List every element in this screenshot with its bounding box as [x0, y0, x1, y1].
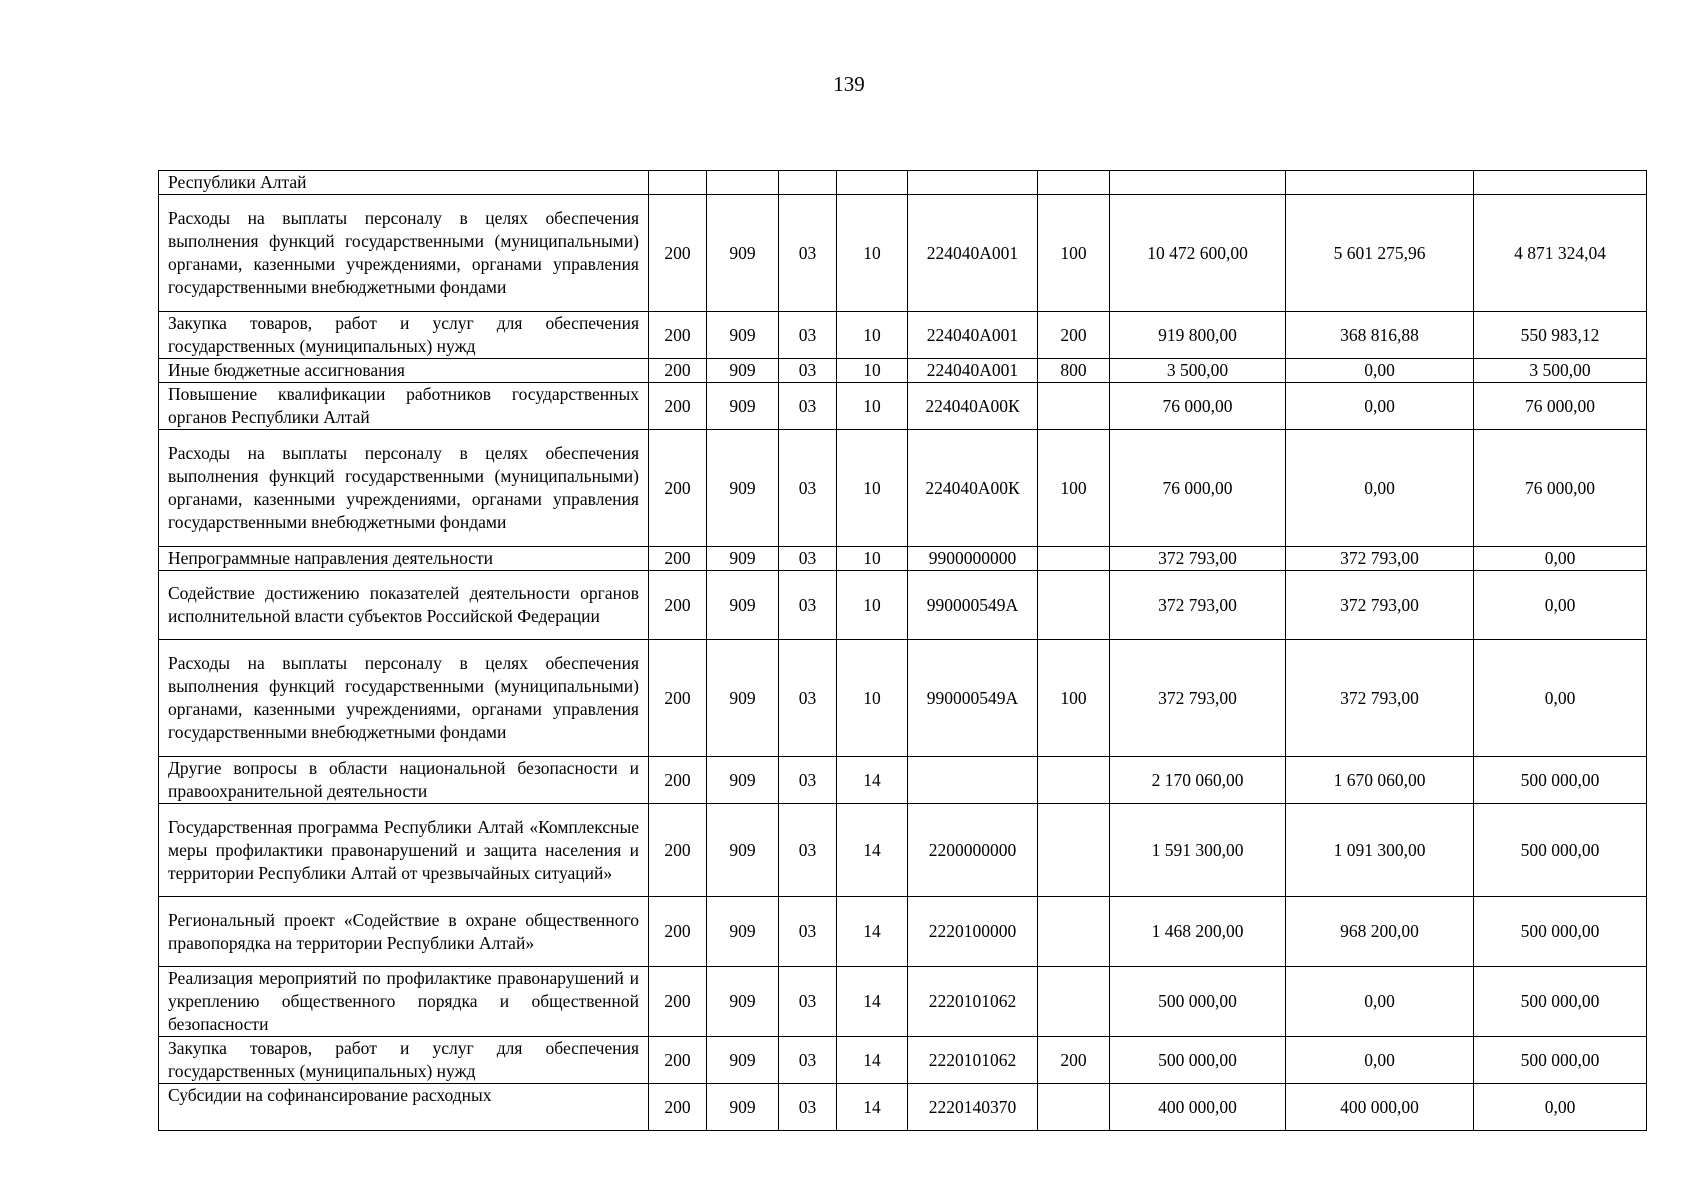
expense-type: 100	[1038, 195, 1110, 312]
code-d: 10	[837, 195, 908, 312]
code-a: 200	[649, 195, 707, 312]
amount-total: 76 000,00	[1110, 383, 1286, 430]
code-c: 03	[779, 640, 837, 757]
code-c: 03	[779, 757, 837, 804]
code-a: 200	[649, 312, 707, 359]
target-code: 2220140370	[908, 1084, 1038, 1131]
code-a: 200	[649, 804, 707, 897]
table-row	[159, 359, 1647, 383]
code-b: 909	[707, 967, 779, 1037]
expense-type	[1038, 897, 1110, 967]
code-d: 14	[837, 1084, 908, 1131]
code-d: 14	[837, 757, 908, 804]
amount-col3: 0,00	[1474, 1084, 1647, 1131]
code-c: 03	[779, 547, 837, 571]
amount-total: 372 793,00	[1110, 571, 1286, 640]
code-b: 909	[707, 547, 779, 571]
amount-total: 76 000,00	[1110, 430, 1286, 547]
row-name: Закупка товаров, работ и услуг для обеспечения государственных (муниципальных) нужд	[159, 312, 649, 359]
code-b: 909	[707, 804, 779, 897]
target-code: 224040А00К	[908, 383, 1038, 430]
amount-col3	[1474, 171, 1647, 195]
amount-total: 919 800,00	[1110, 312, 1286, 359]
row-name: Республики Алтай	[159, 171, 649, 195]
code-a: 200	[649, 640, 707, 757]
code-d: 10	[837, 640, 908, 757]
target-code: 224040А001	[908, 312, 1038, 359]
amount-col2: 968 200,00	[1286, 897, 1474, 967]
code-c: 03	[779, 1037, 837, 1084]
code-b: 909	[707, 195, 779, 312]
code-a: 200	[649, 1084, 707, 1131]
code-a: 200	[649, 1037, 707, 1084]
code-b: 909	[707, 897, 779, 967]
code-d: 14	[837, 804, 908, 897]
expense-type	[1038, 967, 1110, 1037]
code-d: 10	[837, 359, 908, 383]
code-d: 14	[837, 1037, 908, 1084]
amount-total: 10 472 600,00	[1110, 195, 1286, 312]
amount-total: 372 793,00	[1110, 640, 1286, 757]
table-row	[159, 897, 1647, 967]
page-number: 139	[833, 72, 865, 96]
amount-col2: 372 793,00	[1286, 640, 1474, 757]
amount-col2: 1 091 300,00	[1286, 804, 1474, 897]
code-b: 909	[707, 571, 779, 640]
row-name: Расходы на выплаты персоналу в целях обеспечения выполнения функций государственными (муниципальными) органами, казенными учреждениями, органами управления государственными внебюджетными фондами	[159, 430, 649, 547]
amount-col3: 4 871 324,04	[1474, 195, 1647, 312]
table-row	[159, 430, 1647, 547]
amount-col3: 500 000,00	[1474, 757, 1647, 804]
target-code: 224040А00К	[908, 430, 1038, 547]
target-code	[908, 171, 1038, 195]
target-code: 224040А001	[908, 195, 1038, 312]
row-name: Закупка товаров, работ и услуг для обеспечения государственных (муниципальных) нужд	[159, 1037, 649, 1084]
expense-type: 200	[1038, 1037, 1110, 1084]
amount-total: 3 500,00	[1110, 359, 1286, 383]
amount-col3: 500 000,00	[1474, 1037, 1647, 1084]
amount-col2: 0,00	[1286, 430, 1474, 547]
target-code: 990000549А	[908, 571, 1038, 640]
row-name: Расходы на выплаты персоналу в целях обеспечения выполнения функций государственными (муниципальными) органами, казенными учреждениями, органами управления государственными внебюджетными фондами	[159, 195, 649, 312]
row-name: Государственная программа Республики Алтай «Комплексные меры профилактики правонарушений и защита населения и территории Республики Алтай от чрезвычайных ситуаций»	[159, 804, 649, 897]
code-c	[779, 171, 837, 195]
code-a: 200	[649, 430, 707, 547]
row-name: Расходы на выплаты персоналу в целях обеспечения выполнения функций государственными (муниципальными) органами, казенными учреждениями, органами управления государственными внебюджетными фондами	[159, 640, 649, 757]
code-c: 03	[779, 195, 837, 312]
table-row	[159, 1084, 1647, 1131]
expense-type: 200	[1038, 312, 1110, 359]
code-c: 03	[779, 571, 837, 640]
code-a: 200	[649, 571, 707, 640]
code-c: 03	[779, 430, 837, 547]
amount-col3: 76 000,00	[1474, 383, 1647, 430]
amount-col2: 400 000,00	[1286, 1084, 1474, 1131]
expense-type: 100	[1038, 430, 1110, 547]
table-row	[159, 757, 1647, 804]
code-a: 200	[649, 757, 707, 804]
amount-total: 1 468 200,00	[1110, 897, 1286, 967]
table-row	[159, 1037, 1647, 1084]
code-a: 200	[649, 383, 707, 430]
expense-type	[1038, 1084, 1110, 1131]
code-b: 909	[707, 1037, 779, 1084]
target-code: 2220100000	[908, 897, 1038, 967]
code-d: 10	[837, 312, 908, 359]
table-row	[159, 804, 1647, 897]
amount-col2: 0,00	[1286, 1037, 1474, 1084]
code-b	[707, 171, 779, 195]
amount-col3: 500 000,00	[1474, 804, 1647, 897]
expense-type	[1038, 383, 1110, 430]
expense-type: 100	[1038, 640, 1110, 757]
row-name: Региональный проект «Содействие в охране общественного правопорядка на территории Республики Алтай»	[159, 897, 649, 967]
code-b: 909	[707, 383, 779, 430]
code-b: 909	[707, 430, 779, 547]
table-row	[159, 547, 1647, 571]
code-d: 10	[837, 430, 908, 547]
amount-col2: 372 793,00	[1286, 571, 1474, 640]
target-code: 2220101062	[908, 967, 1038, 1037]
row-name: Содействие достижению показателей деятельности органов исполнительной власти субъектов Российской Федерации	[159, 571, 649, 640]
amount-total: 500 000,00	[1110, 1037, 1286, 1084]
amount-total: 1 591 300,00	[1110, 804, 1286, 897]
amount-col2: 1 670 060,00	[1286, 757, 1474, 804]
amount-col2: 5 601 275,96	[1286, 195, 1474, 312]
expense-type	[1038, 757, 1110, 804]
row-name: Другие вопросы в области национальной безопасности и правоохранительной деятельности	[159, 757, 649, 804]
amount-col2: 0,00	[1286, 967, 1474, 1037]
amount-col3: 500 000,00	[1474, 897, 1647, 967]
code-a: 200	[649, 967, 707, 1037]
amount-col2: 0,00	[1286, 383, 1474, 430]
table-row	[159, 967, 1647, 1037]
code-c: 03	[779, 359, 837, 383]
amount-total: 400 000,00	[1110, 1084, 1286, 1131]
row-name: Иные бюджетные ассигнования	[159, 359, 649, 383]
expense-type	[1038, 804, 1110, 897]
code-d: 10	[837, 571, 908, 640]
code-c: 03	[779, 804, 837, 897]
amount-col3: 0,00	[1474, 571, 1647, 640]
target-code	[908, 757, 1038, 804]
table-row	[159, 640, 1647, 757]
expense-type	[1038, 571, 1110, 640]
code-b: 909	[707, 640, 779, 757]
amount-col3: 0,00	[1474, 547, 1647, 571]
code-a: 200	[649, 359, 707, 383]
code-a	[649, 171, 707, 195]
code-c: 03	[779, 1084, 837, 1131]
code-a: 200	[649, 547, 707, 571]
target-code: 990000549А	[908, 640, 1038, 757]
code-b: 909	[707, 359, 779, 383]
code-a: 200	[649, 897, 707, 967]
code-c: 03	[779, 383, 837, 430]
amount-total: 500 000,00	[1110, 967, 1286, 1037]
target-code: 2220101062	[908, 1037, 1038, 1084]
code-c: 03	[779, 312, 837, 359]
table-row	[159, 383, 1647, 430]
amount-col2: 0,00	[1286, 359, 1474, 383]
target-code: 224040А001	[908, 359, 1038, 383]
table-row	[159, 312, 1647, 359]
code-d: 10	[837, 383, 908, 430]
code-b: 909	[707, 312, 779, 359]
expense-type	[1038, 547, 1110, 571]
amount-col2	[1286, 171, 1474, 195]
code-d	[837, 171, 908, 195]
row-name: Субсидии на софинансирование расходных	[159, 1084, 649, 1131]
amount-col2: 372 793,00	[1286, 547, 1474, 571]
table-row	[159, 171, 1647, 195]
amount-col3: 0,00	[1474, 640, 1647, 757]
row-name: Реализация мероприятий по профилактике правонарушений и укреплению общественного порядка и общественной безопасности	[159, 967, 649, 1037]
amount-col3: 3 500,00	[1474, 359, 1647, 383]
amount-col2: 368 816,88	[1286, 312, 1474, 359]
amount-col3: 76 000,00	[1474, 430, 1647, 547]
code-c: 03	[779, 967, 837, 1037]
target-code: 2200000000	[908, 804, 1038, 897]
table-row	[159, 571, 1647, 640]
budget-table	[158, 170, 1647, 1131]
code-b: 909	[707, 1084, 779, 1131]
code-b: 909	[707, 757, 779, 804]
table-row	[159, 195, 1647, 312]
expense-type	[1038, 171, 1110, 195]
amount-total: 372 793,00	[1110, 547, 1286, 571]
expense-type: 800	[1038, 359, 1110, 383]
amount-col3: 550 983,12	[1474, 312, 1647, 359]
amount-total: 2 170 060,00	[1110, 757, 1286, 804]
code-c: 03	[779, 897, 837, 967]
code-d: 14	[837, 897, 908, 967]
row-name: Повышение квалификации работников государственных органов Республики Алтай	[159, 383, 649, 430]
amount-col3: 500 000,00	[1474, 967, 1647, 1037]
code-d: 14	[837, 967, 908, 1037]
row-name: Непрограммные направления деятельности	[159, 547, 649, 571]
target-code: 9900000000	[908, 547, 1038, 571]
amount-total	[1110, 171, 1286, 195]
code-d: 10	[837, 547, 908, 571]
